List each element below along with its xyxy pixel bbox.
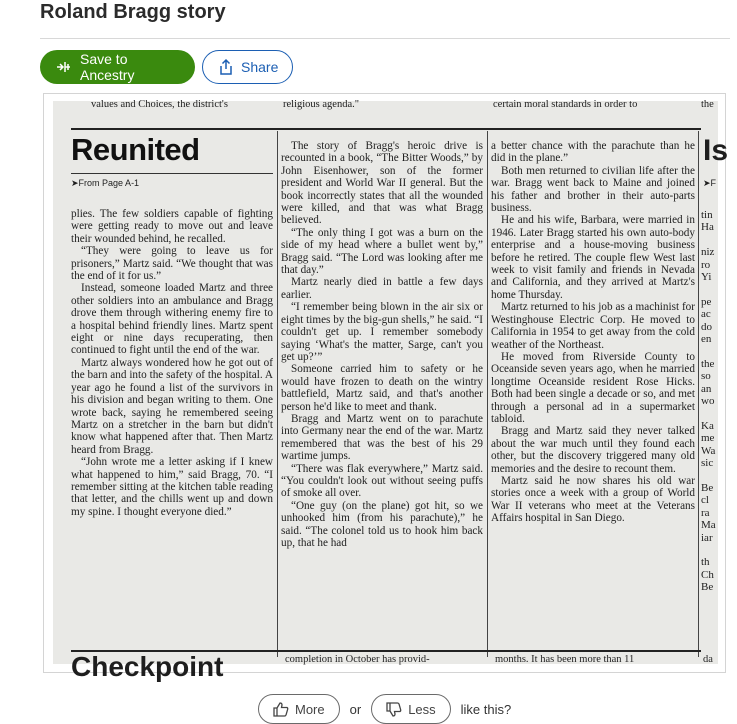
paragraph: Martz said he now shares his old war stories once a week with a group of World War II veterans who meet at the Veterans Affairs hospital in San Diego.: [491, 474, 695, 525]
from-page-label: ➤From Page A-1: [71, 178, 140, 188]
top-strip-text: values and Choices, the district's: [91, 99, 228, 110]
top-strip-text: religious agenda.": [283, 99, 360, 110]
fragment-line: Ha: [701, 221, 714, 234]
fragment-line: Be: [701, 481, 714, 494]
fragment-line: wo: [701, 395, 715, 408]
fragment-line: tin: [701, 209, 713, 221]
fragment-line: iar: [701, 531, 713, 544]
paragraph: “One guy (on the plane) got hit, so we unhooked him (from his parachute),” he said. “The colonel told us to hook him back up, that he had: [281, 499, 483, 549]
paragraph: He and his wife, Barbara, were married in 1946. Later Bragg started his own auto-body enterprise and a house-moving business before he retired. The couple flew West last week to visit family and friends in Nevada and California, and they arrived at Martz's home Thursday.: [491, 214, 695, 301]
less-label: Less: [408, 701, 436, 717]
paragraph: plies. The few soldiers capable of fighting were getting ready to move out and leave their wounded behind, he recalled.: [71, 208, 273, 245]
or-label: or: [349, 701, 362, 717]
paragraph: Martz returned to his job as a machinist for Westinghouse Electric Corp. He moved to California in 1954 to get away from the cold weather of the Northeast.: [491, 301, 695, 351]
page-title: Roland Bragg story: [40, 1, 226, 23]
share-icon: [219, 59, 233, 75]
fragment-line: [701, 283, 721, 295]
paragraph: Both men returned to civilian life after the war. Bragg went back to Maine and joined his father and brother in their auto-parts business.: [491, 164, 695, 215]
fragment-line: [701, 345, 721, 357]
fragment-line: ra: [701, 506, 710, 519]
fragment-line: me: [701, 432, 715, 445]
fragment-line: Wa: [701, 444, 716, 457]
headline-rule: [71, 173, 273, 174]
bottom-strip-text: da: [703, 654, 713, 665]
article-headline: Reunited: [71, 132, 200, 167]
fragment-line: Ch: [701, 568, 714, 581]
fragment-line: do: [701, 320, 712, 333]
bottom-strip-text: completion in October has provid-: [285, 654, 430, 665]
share-button-label: Share: [241, 59, 279, 75]
column-rule: [277, 131, 278, 657]
article-column-2: [281, 140, 483, 549]
paragraph: “The only thing I got was a burn on the side of my head where a bullet went by,” Bragg said. “The Lord was looking after me that day.”: [281, 226, 483, 277]
fragment-line: [701, 408, 721, 420]
more-button[interactable]: [258, 694, 340, 724]
top-strip-text: certain moral standards in order to: [493, 99, 638, 110]
adjacent-column-fragment: [701, 209, 721, 594]
fragment-line: Be: [701, 581, 714, 594]
fragment-line: an: [701, 382, 712, 395]
paragraph: Someone carried him to safety or he would have frozen to death on the wintry battlefield, Martz said, and that's another person he'd like to meet and thank.: [281, 363, 483, 413]
fragment-line: th: [701, 556, 710, 569]
next-article-headline: Checkpoint: [71, 651, 224, 682]
paragraph: “They were going to leave us for prisoners,” Martz said. “We thought that was the end of it for us.”: [71, 245, 273, 283]
fragment-line: Ma: [701, 519, 716, 532]
save-button-label: Save to Ancestry: [80, 51, 135, 83]
paragraph: Martz nearly died in battle a few days earlier.: [281, 276, 483, 301]
fragment-line: [701, 234, 721, 246]
fragment-line: cl: [701, 494, 709, 507]
column-rule: [698, 131, 699, 657]
column-rule: [487, 131, 488, 657]
top-rule: [71, 128, 701, 130]
paragraph: Instead, someone loaded Martz and three other soldiers into an ambulance and Bragg drove them through withering enemy fire to a hospital behind friendly lines. Martz spent eight or nine days recuperating, then continued to fight until the end of the war.: [71, 282, 273, 357]
newspaper-clipping[interactable]: [53, 99, 729, 682]
paragraph: Bragg and Martz went on to parachute into Germany near the end of the war. Martz remembered that was the best of his 29 wartime jumps.: [281, 412, 483, 463]
article-column-3: [491, 140, 695, 525]
paragraph: Martz always wondered how he got out of the barn and into the safety of the hospital. A year ago he found a list of the survivors in his division and began writing to them. One wrote back, saying he remembered seeing Martz on a stretcher in the barn but didn't know what happened after that. Then Martz heard from Bragg.: [71, 356, 273, 456]
feedback-bar: [258, 694, 511, 724]
paragraph: The story of Bragg's heroic drive is recounted in a book, “The Bitter Woods,” by John Eisenhower, son of the former president and World War II general. But the book incorrectly states that all the wounded were killed, and that was what Bragg believed.: [281, 140, 483, 227]
top-strip-text: the: [701, 99, 714, 110]
fragment-line: [701, 544, 721, 556]
paragraph: “There was flak everywhere,” Martz said. “You couldn't look out without seeing puffs of smoke all over.: [281, 462, 483, 500]
less-button[interactable]: [371, 694, 450, 724]
thumbs-up-icon: [273, 702, 289, 717]
fragment-line: so: [701, 370, 711, 383]
share-button[interactable]: [202, 50, 293, 84]
save-to-ancestry-button[interactable]: [40, 50, 195, 84]
paragraph: a better chance with the parachute than he did in the plane.”: [491, 140, 695, 165]
fragment-line: ro: [701, 258, 711, 271]
paragraph: “I remember being blown in the air six or eight times by the big-gun shells,” he said. “I couldn't get up. I remember somebody saying ‘What's the matter, Sarge, can't you get up?’”: [281, 301, 483, 363]
fragment-line: Yi: [701, 271, 712, 284]
fragment-line: Ka: [701, 419, 714, 432]
article-column-1: [71, 208, 273, 518]
save-tree-icon: [56, 60, 72, 74]
paragraph: “John wrote me a letter asking if I knew what happened to him,” said Bragg, 70. “I remember sitting at the kitchen table reading that letter, and the chills went up and down my spine. I thought everyone died.”: [71, 456, 273, 518]
fragment-line: the: [701, 357, 715, 370]
fragment-line: pe: [701, 295, 712, 308]
title-divider: [40, 38, 730, 39]
fragment-line: ac: [701, 308, 711, 321]
thumbs-down-icon: [386, 702, 402, 717]
adjacent-from-label: ➤F: [703, 178, 717, 188]
feedback-prompt: like this?: [460, 701, 512, 717]
fragment-line: niz: [701, 246, 715, 259]
bottom-strip-text: months. It has been more than 11: [495, 654, 635, 665]
fragment-line: [701, 470, 721, 482]
more-label: More: [295, 701, 325, 717]
paragraph: He moved from Riverside County to Oceanside seven years ago, when he married longtime Oceanside resident Rose Hicks. Both had been single a decade or so, and met through a personal ad in a supermarket tabloid.: [491, 350, 695, 425]
fragment-line: sic: [701, 457, 714, 470]
fragment-line: en: [701, 333, 712, 346]
adjacent-headline: Is: [703, 134, 729, 167]
paragraph: Bragg and Martz said they never talked about the war much until they found each other, but the discovery triggered many old memories and the desire to recount them.: [491, 425, 695, 475]
